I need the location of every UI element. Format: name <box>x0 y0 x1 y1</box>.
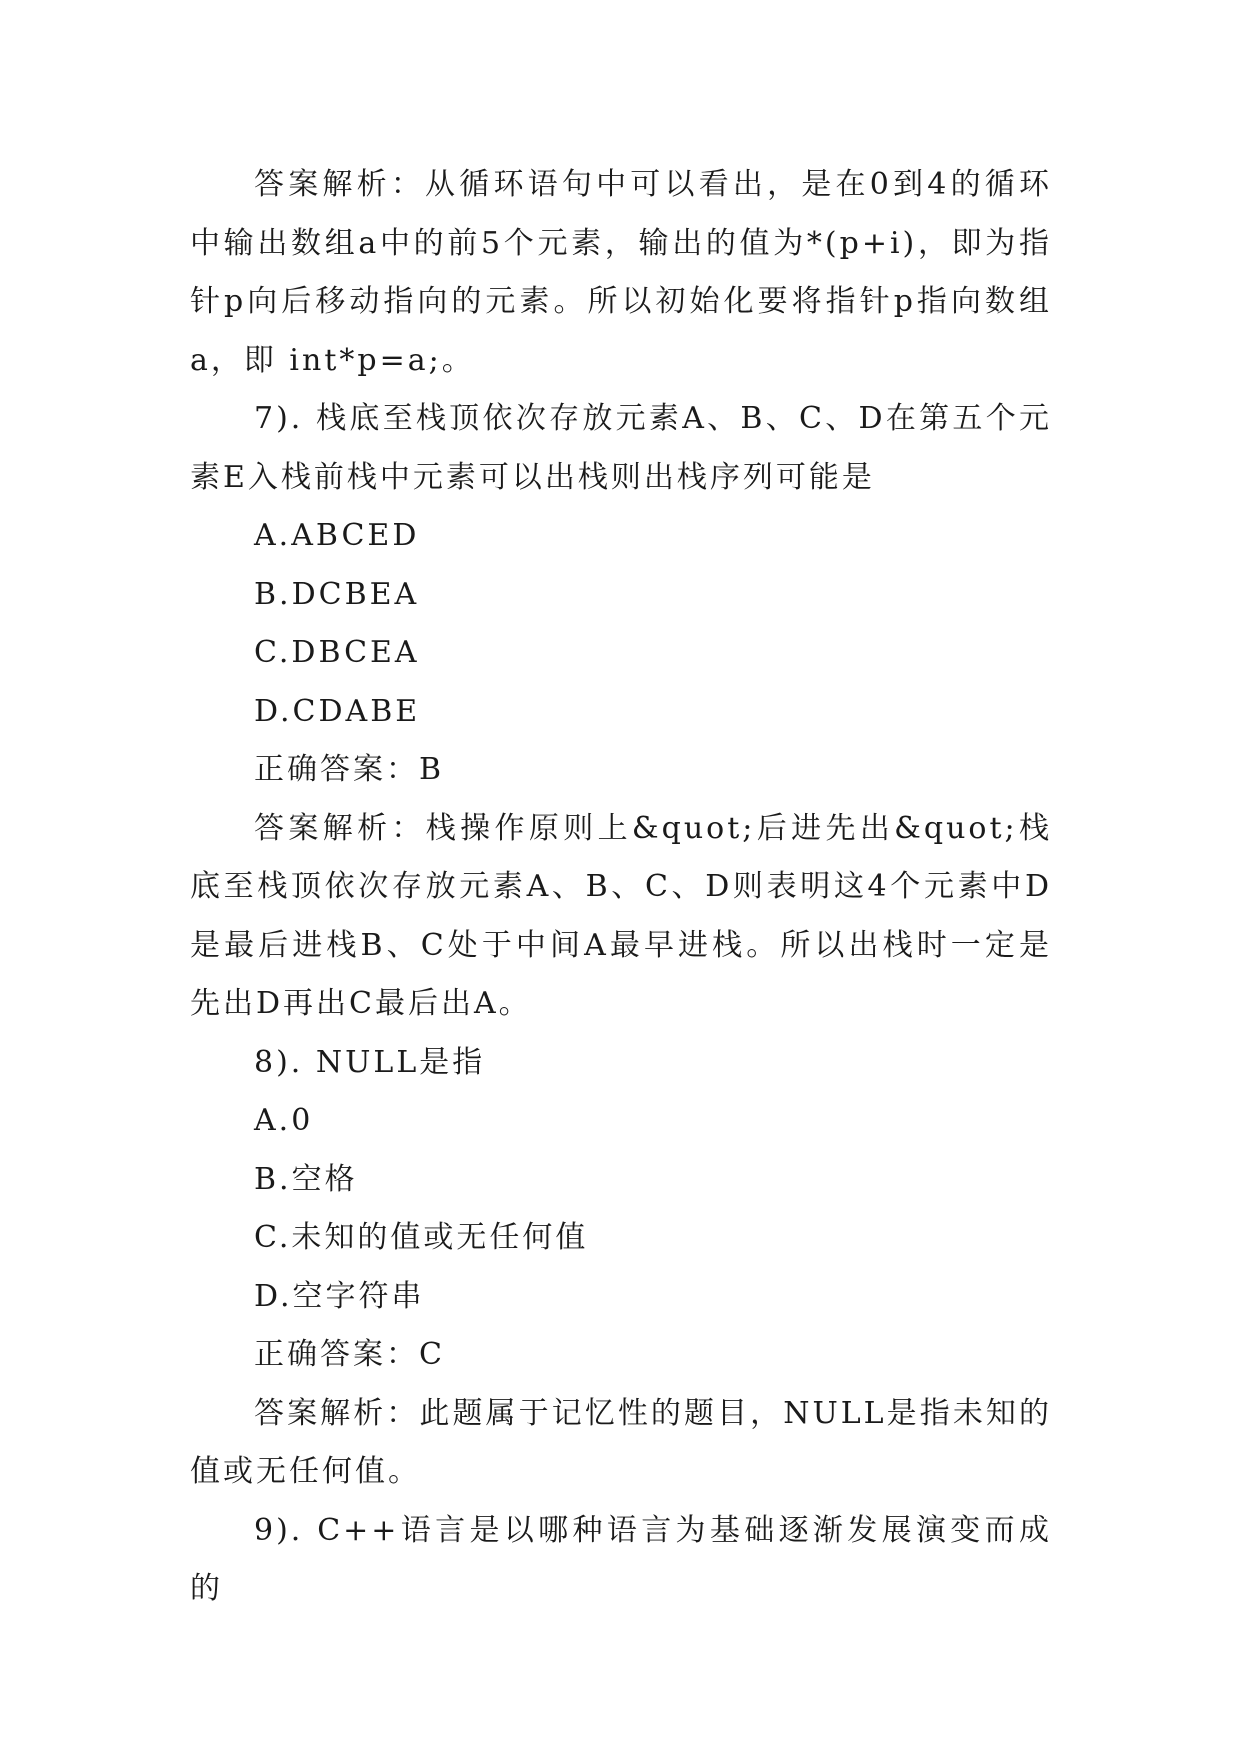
answer-explanation-q8: 答案解析：此题属于记忆性的题目，NULL是指未知的值或无任何值。 <box>190 1395 1052 1489</box>
question-7-option-d: D.CDABE <box>254 693 421 729</box>
question-8-option-d: D.空字符串 <box>254 1278 425 1314</box>
answer-explanation-q7: 答案解析：栈操作原则上&quot;后进先出&quot;栈底至栈顶依次存放元素A、B、C、D则表明这4个元素中D是最后进栈B、C处于中间A最早进栈。所以出栈时一定是先出D再出C最后出A。 <box>190 810 1052 1021</box>
question-8-option-c: C.未知的值或无任何值 <box>254 1220 589 1255</box>
question-7-stem: 7). 栈底至栈顶依次存放元素A、B、C、D在第五个元素E入栈前栈中元素可以出栈则出栈序列可能是 <box>190 401 1052 495</box>
question-7-option-a: A.ABCED <box>254 518 420 553</box>
document-page <box>190 156 1052 1619</box>
question-8-option-b: B.空格 <box>254 1161 358 1197</box>
question-8-stem: 8). NULL是指 <box>254 1044 486 1080</box>
question-7-option-b: B.DCBEA <box>254 576 420 612</box>
question-8-option-a: A.0 <box>254 1103 314 1138</box>
question-7-option-c: C.DBCEA <box>254 635 420 670</box>
answer-explanation-q6: 答案解析：从循环语句中可以看出，是在0到4的循环中输出数组a中的前5个元素，输出的值为*(p+i)，即为指针p向后移动指向的元素。所以初始化要将指针p指向数组a，即 int*p=a;。 <box>190 167 1052 378</box>
question-9-stem: 9). C++语言是以哪种语言为基础逐渐发展演变而成的 <box>190 1512 1052 1606</box>
question-8-correct-answer: 正确答案：C <box>254 1337 445 1372</box>
question-7-correct-answer: 正确答案：B <box>254 752 445 787</box>
